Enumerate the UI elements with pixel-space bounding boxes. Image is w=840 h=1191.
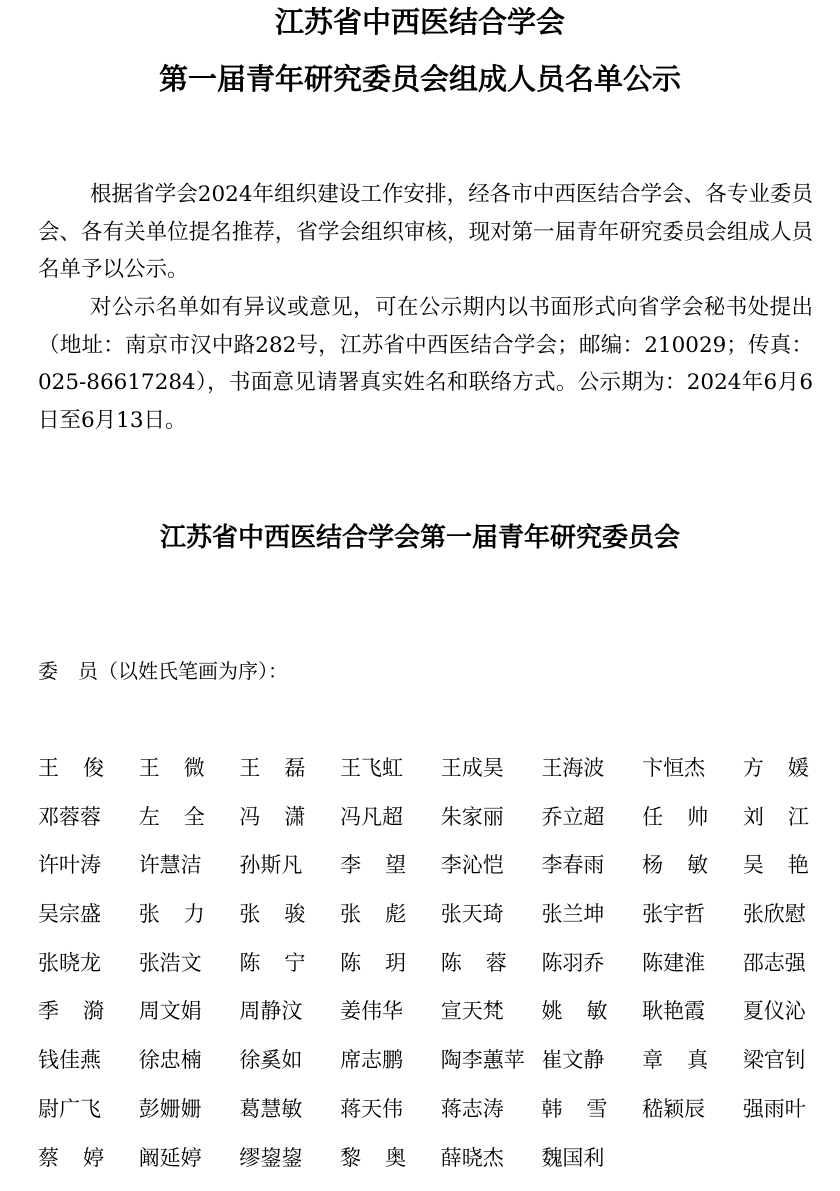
member-name: 宣天梵 [441, 996, 542, 1045]
member-name: 张 骏 [239, 899, 305, 948]
member-name: 周静汶 [239, 996, 340, 1045]
member-name: 钱佳燕 [38, 1045, 139, 1094]
member-name: 朱家丽 [441, 802, 542, 851]
member-name: 彭姗姗 [139, 1094, 240, 1143]
member-name: 张晓龙 [38, 948, 139, 997]
member-name: 张 彪 [340, 899, 406, 948]
member-name: 张兰坤 [541, 899, 642, 948]
member-name: 徐奚如 [239, 1045, 340, 1094]
member-name: 陈 宁 [239, 948, 305, 997]
members-label: 委 员（以姓氏笔画为序）： [38, 656, 288, 686]
member-name: 蒋志涛 [441, 1094, 542, 1143]
member-name: 任 帅 [642, 802, 708, 851]
member-name: 蒋天伟 [340, 1094, 441, 1143]
member-name: 乔立超 [541, 802, 642, 851]
member-name: 强雨叶 [743, 1094, 840, 1143]
member-name: 李 望 [340, 850, 406, 899]
member-name: 王飞虹 [340, 753, 441, 802]
member-name: 张 力 [139, 899, 205, 948]
member-name: 张宇哲 [642, 899, 743, 948]
member-name: 嵇颖辰 [642, 1094, 743, 1143]
member-name: 卞恒杰 [642, 753, 743, 802]
member-name: 许慧洁 [139, 850, 240, 899]
member-name: 王海波 [541, 753, 642, 802]
member-name: 薛晓杰 [441, 1143, 542, 1191]
member-name: 张浩文 [139, 948, 240, 997]
member-name: 王 微 [139, 753, 205, 802]
member-name: 张天琦 [441, 899, 542, 948]
member-name: 崔文静 [541, 1045, 642, 1094]
member-name: 方 媛 [743, 753, 809, 802]
member-name: 许叶涛 [38, 850, 139, 899]
member-name: 孙斯凡 [239, 850, 340, 899]
member-name: 左 全 [139, 802, 205, 851]
committee-title: 江苏省中西医结合学会第一届青年研究委员会 [0, 520, 840, 556]
member-name: 王成昊 [441, 753, 542, 802]
intro-paragraph: 根据省学会2024年组织建设工作安排，经各市中西医结合学会、各专业委员会、各有关单位提名推荐，省学会组织审核，现对第一届青年研究委员会组成人员名单予以公示。 [38, 176, 813, 289]
member-list [38, 753, 818, 1191]
member-name: 王 俊 [38, 753, 104, 802]
member-name: 季 漪 [38, 996, 104, 1045]
member-name: 姚 敏 [541, 996, 607, 1045]
member-name: 陶李蕙苹 [441, 1045, 542, 1094]
member-name: 李春雨 [541, 850, 642, 899]
member-name: 魏国利 [541, 1143, 642, 1191]
member-name: 阚延婷 [139, 1143, 240, 1191]
member-name: 葛慧敏 [239, 1094, 340, 1143]
member-name: 蔡 婷 [38, 1143, 104, 1191]
member-name: 姜伟华 [340, 996, 441, 1045]
member-name: 陈 蓉 [441, 948, 507, 997]
member-name: 周文娟 [139, 996, 240, 1045]
member-name: 耿艳霞 [642, 996, 743, 1045]
document-subtitle: 第一届青年研究委员会组成人员名单公示 [0, 61, 840, 97]
member-name: 陈建淮 [642, 948, 743, 997]
member-name: 章 真 [642, 1045, 708, 1094]
objection-paragraph: 对公示名单如有异议或意见，可在公示期内以书面形式向省学会秘书处提出（地址：南京市汉中路282号，江苏省中西医结合学会；邮编：210029；传真：025-86617284），书面意见请署真实姓名和联络方式。公示期为：2024年6月6日至6月13日。 [38, 289, 813, 439]
member-name: 吴 艳 [743, 850, 809, 899]
member-name: 吴宗盛 [38, 899, 139, 948]
member-name: 黎 奥 [340, 1143, 406, 1191]
member-name: 徐忠楠 [139, 1045, 240, 1094]
member-name: 缪鋆鋆 [239, 1143, 340, 1191]
member-name: 夏仪沁 [743, 996, 840, 1045]
member-name: 冯 潇 [239, 802, 305, 851]
member-name: 尉广飞 [38, 1094, 139, 1143]
member-name: 刘 江 [743, 802, 809, 851]
member-name: 邵志强 [743, 948, 840, 997]
member-name: 张欣慰 [743, 899, 840, 948]
member-name: 席志鹏 [340, 1045, 441, 1094]
member-name: 邓蓉蓉 [38, 802, 139, 851]
member-name: 韩 雪 [541, 1094, 607, 1143]
document-title: 江苏省中西医结合学会 [0, 4, 840, 40]
member-name: 王 磊 [239, 753, 305, 802]
member-name: 杨 敏 [642, 850, 708, 899]
member-name: 陈 玥 [340, 948, 406, 997]
member-name: 梁官钊 [743, 1045, 840, 1094]
member-name: 冯凡超 [340, 802, 441, 851]
member-name: 陈羽乔 [541, 948, 642, 997]
member-name: 李沁恺 [441, 850, 542, 899]
